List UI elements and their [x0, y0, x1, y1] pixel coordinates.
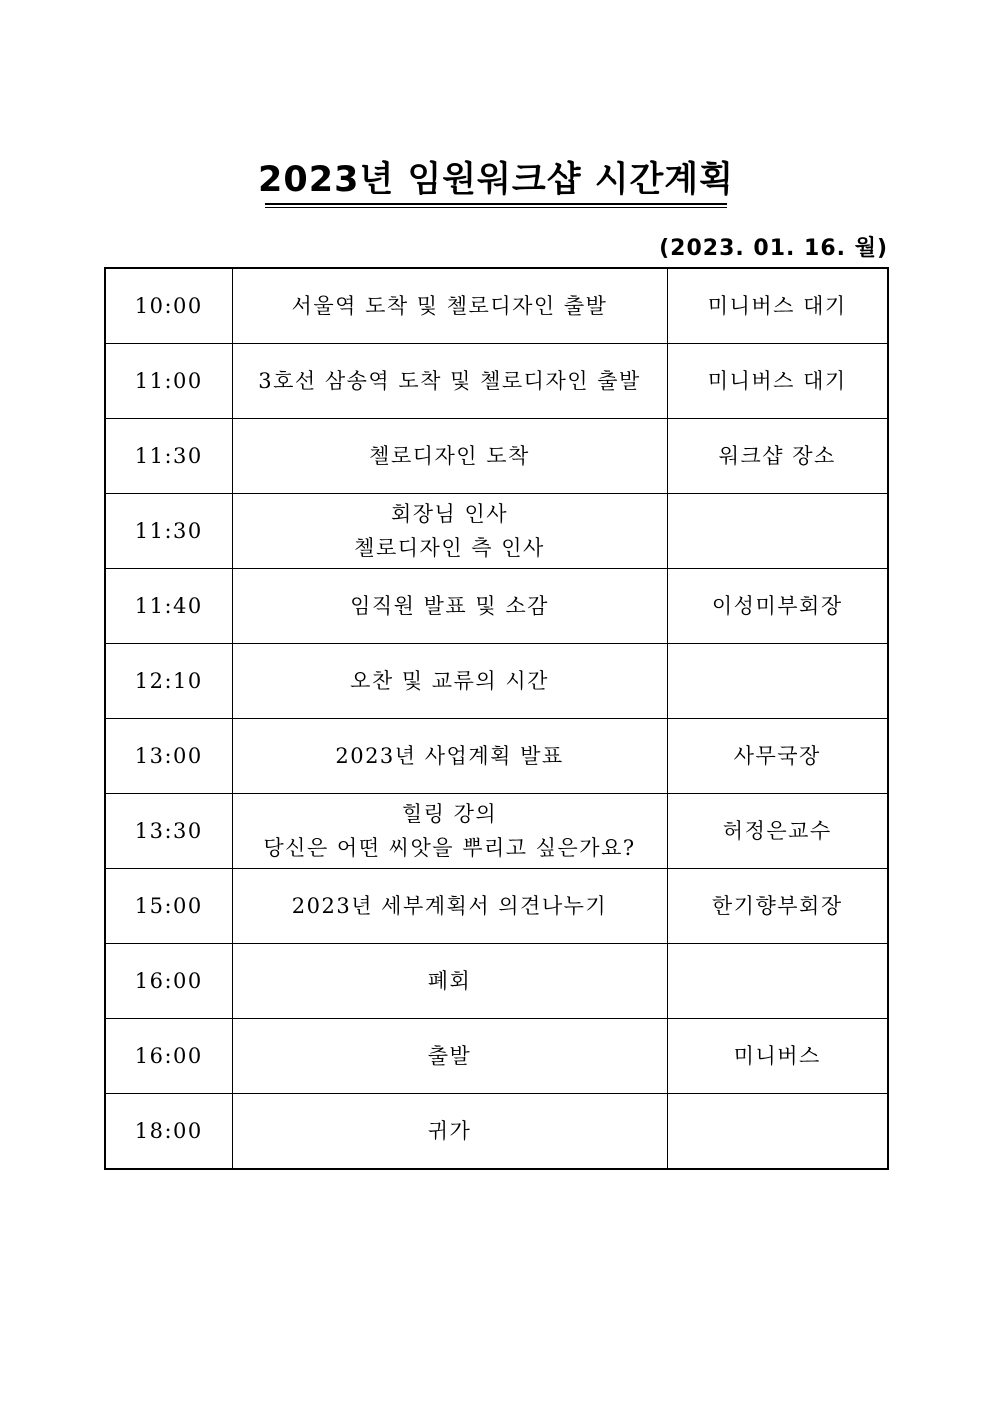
event-line: 첼로디자인 측 인사: [354, 536, 545, 560]
table-row: [105, 944, 888, 1019]
schedule-date: (2023. 01. 16. 월): [659, 236, 888, 261]
event-line: 첼로디자인 도착: [369, 444, 530, 468]
event-line: 회장님 인사: [390, 502, 509, 526]
page-title: 2023년 임원워크샵 시간계획: [258, 160, 734, 200]
table-row: [105, 719, 888, 794]
event-cell: [232, 869, 667, 944]
note-cell: 한기향부회장: [667, 869, 888, 944]
event-cell: [232, 569, 667, 644]
table-row: [105, 268, 888, 344]
note-cell: 미니버스: [667, 1019, 888, 1094]
note-cell: [667, 1094, 888, 1170]
time-cell: 11:30: [105, 419, 232, 494]
event-line: 출발: [427, 1044, 472, 1068]
event-line: 폐회: [427, 969, 472, 993]
event-cell: [232, 419, 667, 494]
note-cell: 워크샵 장소: [667, 419, 888, 494]
event-cell: [232, 644, 667, 719]
time-cell: 11:00: [105, 344, 232, 419]
note-cell: [667, 944, 888, 1019]
title-underline: [265, 203, 727, 208]
schedule-table: [104, 267, 889, 1170]
event-line: 2023년 세부계획서 의견나누기: [291, 894, 608, 918]
time-cell: 11:40: [105, 569, 232, 644]
time-cell: 12:10: [105, 644, 232, 719]
event-line: 귀가: [427, 1119, 472, 1143]
table-row: [105, 869, 888, 944]
table-row: [105, 1094, 888, 1170]
table-row: [105, 494, 888, 569]
event-line: 오찬 및 교류의 시간: [350, 669, 549, 693]
event-line: 당신은 어떤 씨앗을 뿌리고 싶은가요?: [263, 836, 636, 860]
time-cell: 18:00: [105, 1094, 232, 1170]
note-cell: 미니버스 대기: [667, 268, 888, 344]
table-row: [105, 794, 888, 869]
event-cell: [232, 944, 667, 1019]
event-line: 3호선 삼송역 도착 및 첼로디자인 출발: [258, 369, 641, 393]
time-cell: 16:00: [105, 944, 232, 1019]
note-cell: [667, 644, 888, 719]
table-row: [105, 344, 888, 419]
event-cell: [232, 268, 667, 344]
event-cell: [232, 794, 667, 869]
time-cell: 16:00: [105, 1019, 232, 1094]
event-cell: [232, 1019, 667, 1094]
event-cell: [232, 1094, 667, 1170]
event-cell: [232, 344, 667, 419]
time-cell: 11:30: [105, 494, 232, 569]
note-cell: 허정은교수: [667, 794, 888, 869]
table-row: [105, 569, 888, 644]
event-cell: [232, 494, 667, 569]
event-cell: [232, 719, 667, 794]
event-line: 힐링 강의: [401, 802, 498, 826]
event-line: 2023년 사업계획 발표: [335, 744, 564, 768]
table-row: [105, 644, 888, 719]
note-cell: [667, 494, 888, 569]
time-cell: 10:00: [105, 268, 232, 344]
note-cell: 미니버스 대기: [667, 344, 888, 419]
note-cell: 이성미부회장: [667, 569, 888, 644]
table-row: [105, 1019, 888, 1094]
table-row: [105, 419, 888, 494]
time-cell: 15:00: [105, 869, 232, 944]
note-cell: 사무국장: [667, 719, 888, 794]
time-cell: 13:30: [105, 794, 232, 869]
event-line: 임직원 발표 및 소감: [350, 594, 549, 618]
time-cell: 13:00: [105, 719, 232, 794]
event-line: 서울역 도착 및 첼로디자인 출발: [291, 294, 608, 318]
